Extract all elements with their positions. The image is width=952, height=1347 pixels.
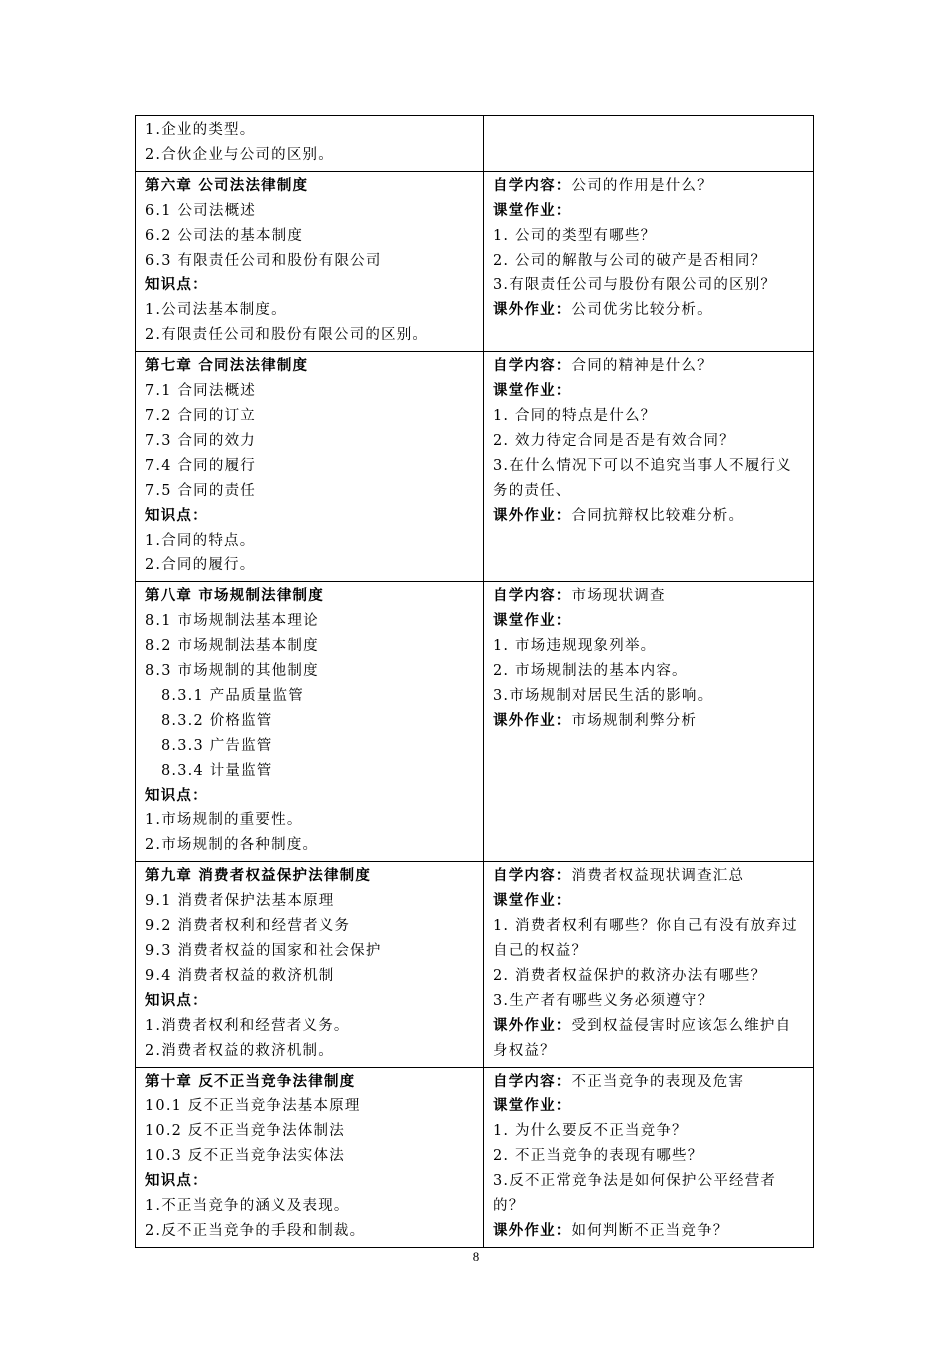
classwork-label: 课堂作业： — [493, 382, 572, 400]
chapter-cell — [136, 171, 484, 351]
chapter-cell — [136, 352, 484, 582]
classwork-item: 1. 市场违规现象列举。 — [493, 638, 657, 655]
self-study-text: 市场现状调查 — [571, 588, 666, 605]
page-number: 8 — [472, 1249, 480, 1264]
table-row — [136, 862, 814, 1067]
classwork-label: 课堂作业： — [493, 1097, 572, 1115]
section-item: 7.2 合同的订立 — [145, 407, 256, 424]
section-item: 7.3 合同的效力 — [145, 432, 256, 449]
section-item: 10.3 反不正当竞争法实体法 — [145, 1148, 345, 1165]
subsection-item: 8.3.4 计量监管 — [161, 762, 273, 779]
section-item: 8.3 市场规制的其他制度 — [145, 663, 319, 680]
chapter-cell — [136, 582, 484, 862]
classwork-item: 1. 消费者权利有哪些？你自己有没有放弃过自己的权益？ — [493, 918, 798, 959]
self-study-label: 自学内容： — [493, 176, 572, 194]
classwork-item: 1. 合同的特点是什么？ — [493, 407, 657, 424]
self-study-label: 自学内容： — [493, 1072, 572, 1090]
section-item: 8.2 市场规制法基本制度 — [145, 638, 319, 655]
knowledge-item: 2.消费者权益的救济机制。 — [145, 1042, 334, 1059]
knowledge-points-label: 知识点： — [145, 506, 208, 524]
classwork-label: 课堂作业： — [493, 892, 572, 910]
homework-text: 如何判断不正当竞争？ — [571, 1222, 729, 1239]
section-item: 6.2 公司法的基本制度 — [145, 227, 304, 244]
assignment-cell — [484, 1067, 814, 1247]
section-item: 7.4 合同的履行 — [145, 457, 256, 474]
subsection-item: 8.3.3 广告监管 — [161, 737, 273, 754]
chapter-title: 第八章 市场规制法律制度 — [145, 587, 324, 605]
chapter-title: 第九章 消费者权益保护法律制度 — [145, 867, 372, 885]
homework-text: 合同抗辩权比较难分析。 — [571, 507, 745, 524]
knowledge-item: 2.反不正当竞争的手段和制裁。 — [145, 1222, 366, 1239]
knowledge-item: 1.公司法基本制度。 — [145, 302, 287, 319]
knowledge-points-label: 知识点： — [145, 1172, 208, 1190]
classwork-item: 3.市场规制对居民生活的影响。 — [493, 687, 714, 704]
assignment-cell — [484, 116, 814, 172]
self-study-text: 消费者权益现状调查汇总 — [571, 868, 745, 885]
self-study-text: 合同的精神是什么？ — [571, 358, 713, 375]
homework-text: 市场规制利弊分析 — [571, 712, 698, 729]
table-row — [136, 1067, 814, 1247]
chapter-cell — [136, 1067, 484, 1247]
classwork-item: 1. 为什么要反不正当竞争？ — [493, 1123, 688, 1140]
knowledge-item: 2.市场规制的各种制度。 — [145, 837, 319, 854]
subsection-item: 8.3.1 产品质量监管 — [161, 687, 304, 704]
table-row — [136, 352, 814, 582]
homework-label: 课外作业： — [493, 1221, 572, 1239]
table-row — [136, 171, 814, 351]
self-study-text: 不正当竞争的表现及危害 — [571, 1073, 745, 1090]
table-row — [136, 116, 814, 172]
chapter-title: 第十章 反不正当竞争法律制度 — [145, 1072, 356, 1090]
chapter-cell — [136, 862, 484, 1067]
classwork-item: 2. 效力待定合同是否是有效合同？ — [493, 432, 735, 449]
homework-label: 课外作业： — [493, 506, 572, 524]
section-item: 9.4 消费者权益的救济机制 — [145, 967, 335, 984]
homework-label: 课外作业： — [493, 711, 572, 729]
syllabus-table — [135, 115, 814, 1248]
knowledge-item: 1.不正当竞争的涵义及表现。 — [145, 1198, 350, 1215]
section-item: 6.3 有限责任公司和股份有限公司 — [145, 252, 382, 269]
classwork-item: 3.有限责任公司与股份有限公司的区别？ — [493, 277, 777, 294]
knowledge-item: 1.企业的类型。 — [145, 122, 256, 138]
assignment-cell — [484, 171, 814, 351]
self-study-label: 自学内容： — [493, 867, 572, 885]
knowledge-item: 2.合同的履行。 — [145, 557, 256, 574]
classwork-item: 2. 消费者权益保护的救济办法有哪些？ — [493, 967, 767, 984]
chapter-title: 第六章 公司法法律制度 — [145, 176, 309, 194]
knowledge-points-label: 知识点： — [145, 786, 208, 804]
section-item: 6.1 公司法概述 — [145, 202, 256, 219]
classwork-item: 1. 公司的类型有哪些？ — [493, 227, 657, 244]
classwork-item: 2. 不正当竞争的表现有哪些？ — [493, 1148, 704, 1165]
classwork-item: 3.在什么情况下可以不追究当事人不履行义务的责任、 — [493, 457, 792, 499]
section-item: 7.1 合同法概述 — [145, 383, 256, 400]
knowledge-points-label: 知识点： — [145, 276, 208, 294]
classwork-label: 课堂作业： — [493, 201, 572, 219]
classwork-item: 3.反不正常竞争法是如何保护公平经营者的？ — [493, 1173, 777, 1215]
self-study-label: 自学内容： — [493, 587, 572, 605]
assignment-cell — [484, 582, 814, 862]
knowledge-item: 2.合伙企业与公司的区别。 — [145, 146, 334, 163]
classwork-item: 2. 市场规制法的基本内容。 — [493, 663, 688, 680]
knowledge-points-label: 知识点： — [145, 991, 208, 1009]
section-item: 8.1 市场规制法基本理论 — [145, 613, 319, 630]
self-study-text: 公司的作用是什么？ — [571, 177, 713, 194]
knowledge-item: 1.消费者权利和经营者义务。 — [145, 1017, 350, 1034]
section-item: 7.5 合同的责任 — [145, 482, 256, 499]
classwork-item: 2. 公司的解散与公司的破产是否相同？ — [493, 252, 767, 269]
self-study-label: 自学内容： — [493, 357, 572, 375]
section-item: 9.1 消费者保护法基本原理 — [145, 893, 335, 910]
knowledge-item: 1.市场规制的重要性。 — [145, 812, 303, 829]
section-item: 9.3 消费者权益的国家和社会保护 — [145, 943, 382, 959]
knowledge-item: 2.有限责任公司和股份有限公司的区别。 — [145, 327, 429, 344]
homework-text: 公司优劣比较分析。 — [571, 302, 713, 319]
assignment-cell — [484, 862, 814, 1067]
section-item: 9.2 消费者权利和经营者义务 — [145, 918, 351, 935]
assignment-cell — [484, 352, 814, 582]
homework-text: 受到权益侵害时应该怎么维护自身权益？ — [493, 1017, 792, 1059]
homework-label: 课外作业： — [493, 301, 572, 319]
table-row — [136, 582, 814, 862]
chapter-cell — [136, 116, 484, 172]
subsection-item: 8.3.2 价格监管 — [161, 712, 273, 729]
section-item: 10.2 反不正当竞争法体制法 — [145, 1123, 345, 1140]
classwork-label: 课堂作业： — [493, 612, 572, 630]
section-item: 10.1 反不正当竞争法基本原理 — [145, 1098, 361, 1115]
homework-label: 课外作业： — [493, 1016, 572, 1034]
classwork-item: 3.生产者有哪些义务必须遵守？ — [493, 992, 714, 1009]
knowledge-item: 1.合同的特点。 — [145, 532, 256, 549]
chapter-title: 第七章 合同法法律制度 — [145, 357, 309, 375]
